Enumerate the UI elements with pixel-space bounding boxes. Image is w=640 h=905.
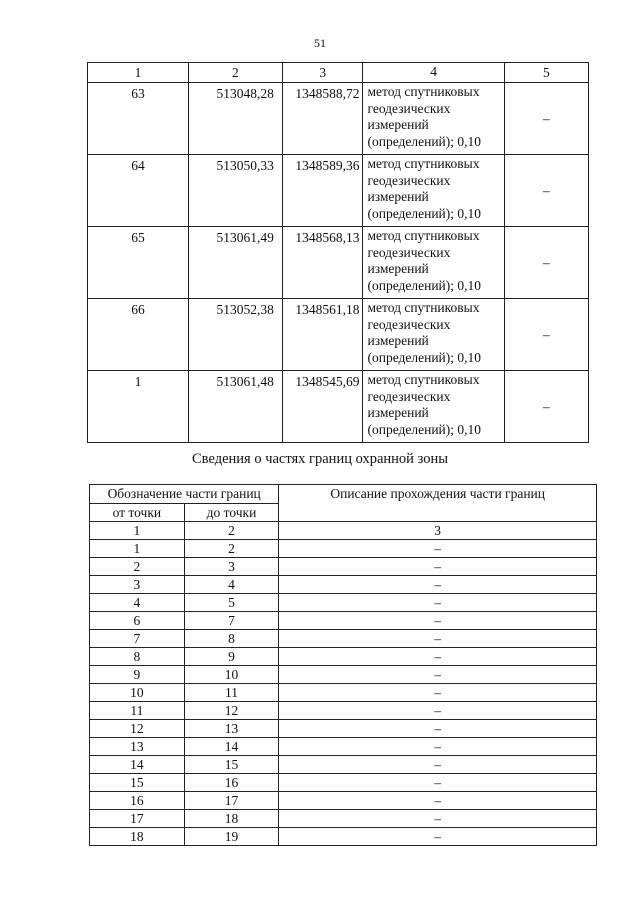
x-coordinate: 513050,33 xyxy=(188,155,282,227)
table-row xyxy=(90,576,597,594)
point-number: 64 xyxy=(88,155,189,227)
method-line: метод спутниковых xyxy=(367,372,480,387)
from-point: 8 xyxy=(90,648,185,666)
column-number-1: 1 xyxy=(90,522,185,540)
boundary-parts-table xyxy=(89,484,597,846)
determination-method xyxy=(363,299,504,371)
parts-header-row xyxy=(90,485,597,504)
method-line: (определений); 0,10 xyxy=(367,205,482,221)
from-point: 1 xyxy=(90,540,185,558)
table-row xyxy=(90,558,597,576)
table-row xyxy=(90,666,597,684)
to-point: 16 xyxy=(184,774,279,792)
from-point: 18 xyxy=(90,828,185,846)
section-heading: Сведения о частях границ охранной зоны xyxy=(192,451,448,467)
method-line: метод спутниковых xyxy=(367,228,480,243)
determination-method xyxy=(363,227,504,299)
to-point-header: до точки xyxy=(184,504,279,522)
table-row xyxy=(88,299,589,371)
table-row xyxy=(90,540,597,558)
y-coordinate: 1348561,18 xyxy=(282,299,363,371)
table-row xyxy=(90,828,597,846)
boundary-description: – xyxy=(279,684,597,702)
method-line: (определений); 0,10 xyxy=(367,421,482,437)
table-row xyxy=(88,155,589,227)
from-point: 11 xyxy=(90,702,185,720)
method-line: измерений xyxy=(367,117,429,132)
determination-method xyxy=(363,83,504,155)
boundary-description: – xyxy=(279,774,597,792)
from-point: 2 xyxy=(90,558,185,576)
note-dash: – xyxy=(504,299,588,371)
method-line: геодезических xyxy=(367,100,451,116)
boundary-part-designation-header: Обозначение части границ xyxy=(90,485,279,504)
boundary-description: – xyxy=(279,828,597,846)
boundary-description-header: Описание прохождения части границ xyxy=(279,485,597,522)
method-line: измерений xyxy=(367,261,429,276)
boundary-description: – xyxy=(279,576,597,594)
table-row xyxy=(90,792,597,810)
column-number-3: 3 xyxy=(279,522,597,540)
to-point: 3 xyxy=(184,558,279,576)
y-coordinate: 1348545,69 xyxy=(282,371,363,443)
point-number: 66 xyxy=(88,299,189,371)
method-line: геодезических xyxy=(367,388,451,404)
from-point: 9 xyxy=(90,666,185,684)
note-dash: – xyxy=(504,227,588,299)
method-line: измерений xyxy=(367,333,429,348)
boundary-description: – xyxy=(279,792,597,810)
from-point: 3 xyxy=(90,576,185,594)
boundary-description: – xyxy=(279,648,597,666)
to-point: 13 xyxy=(184,720,279,738)
note-dash: – xyxy=(504,371,588,443)
from-point: 13 xyxy=(90,738,185,756)
boundary-description: – xyxy=(279,612,597,630)
note-dash: – xyxy=(504,83,588,155)
to-point: 15 xyxy=(184,756,279,774)
to-point: 17 xyxy=(184,792,279,810)
method-line: метод спутниковых xyxy=(367,156,480,171)
coordinates-table-header-row xyxy=(88,63,589,83)
point-number: 63 xyxy=(88,83,189,155)
to-point: 9 xyxy=(184,648,279,666)
from-point: 17 xyxy=(90,810,185,828)
boundary-description: – xyxy=(279,558,597,576)
x-coordinate: 513052,38 xyxy=(188,299,282,371)
y-coordinate: 1348589,36 xyxy=(282,155,363,227)
method-line: (определений); 0,10 xyxy=(367,349,482,365)
to-point: 5 xyxy=(184,594,279,612)
point-number: 1 xyxy=(88,371,189,443)
boundary-description: – xyxy=(279,630,597,648)
page-number: 51 xyxy=(314,36,326,50)
table-row xyxy=(88,227,589,299)
boundary-description: – xyxy=(279,810,597,828)
method-line: метод спутниковых xyxy=(367,84,480,99)
from-point: 14 xyxy=(90,756,185,774)
from-point: 6 xyxy=(90,612,185,630)
table-row xyxy=(90,756,597,774)
from-point: 7 xyxy=(90,630,185,648)
boundary-description: – xyxy=(279,666,597,684)
point-number: 65 xyxy=(88,227,189,299)
boundary-description: – xyxy=(279,594,597,612)
x-coordinate: 513048,28 xyxy=(188,83,282,155)
column-number-2: 2 xyxy=(184,522,279,540)
to-point: 11 xyxy=(184,684,279,702)
table-row xyxy=(90,612,597,630)
to-point: 12 xyxy=(184,702,279,720)
note-dash: – xyxy=(504,155,588,227)
method-line: геодезических xyxy=(367,172,451,188)
method-line: геодезических xyxy=(367,244,451,260)
table-row xyxy=(90,774,597,792)
table-row xyxy=(88,83,589,155)
from-point: 4 xyxy=(90,594,185,612)
coordinates-table xyxy=(87,62,589,443)
from-point: 16 xyxy=(90,792,185,810)
boundary-description: – xyxy=(279,738,597,756)
to-point: 10 xyxy=(184,666,279,684)
from-point: 12 xyxy=(90,720,185,738)
to-point: 4 xyxy=(184,576,279,594)
to-point: 19 xyxy=(184,828,279,846)
table-row xyxy=(90,594,597,612)
from-point: 15 xyxy=(90,774,185,792)
method-line: (определений); 0,10 xyxy=(367,277,482,293)
table-row xyxy=(90,720,597,738)
method-line: (определений); 0,10 xyxy=(367,133,482,149)
table-row xyxy=(88,371,589,443)
method-line: измерений xyxy=(367,189,429,204)
to-point: 7 xyxy=(184,612,279,630)
column-number-3: 3 xyxy=(282,63,363,83)
determination-method xyxy=(363,155,504,227)
boundary-description: – xyxy=(279,756,597,774)
table-row xyxy=(90,630,597,648)
table-row xyxy=(90,684,597,702)
y-coordinate: 1348568,13 xyxy=(282,227,363,299)
method-line: метод спутниковых xyxy=(367,300,480,315)
to-point: 14 xyxy=(184,738,279,756)
method-line: измерений xyxy=(367,405,429,420)
parts-numbering-row xyxy=(90,522,597,540)
x-coordinate: 513061,49 xyxy=(188,227,282,299)
determination-method xyxy=(363,371,504,443)
boundary-description: – xyxy=(279,702,597,720)
x-coordinate: 513061,48 xyxy=(188,371,282,443)
table-row xyxy=(90,648,597,666)
from-point: 10 xyxy=(90,684,185,702)
table-row xyxy=(90,810,597,828)
column-number-4: 4 xyxy=(363,63,504,83)
column-number-2: 2 xyxy=(188,63,282,83)
method-line: геодезических xyxy=(367,316,451,332)
from-point-header: от точки xyxy=(90,504,185,522)
table-row xyxy=(90,702,597,720)
column-number-5: 5 xyxy=(504,63,588,83)
table-row xyxy=(90,738,597,756)
to-point: 8 xyxy=(184,630,279,648)
boundary-description: – xyxy=(279,720,597,738)
boundary-description: – xyxy=(279,540,597,558)
to-point: 2 xyxy=(184,540,279,558)
y-coordinate: 1348588,72 xyxy=(282,83,363,155)
column-number-1: 1 xyxy=(88,63,189,83)
to-point: 18 xyxy=(184,810,279,828)
